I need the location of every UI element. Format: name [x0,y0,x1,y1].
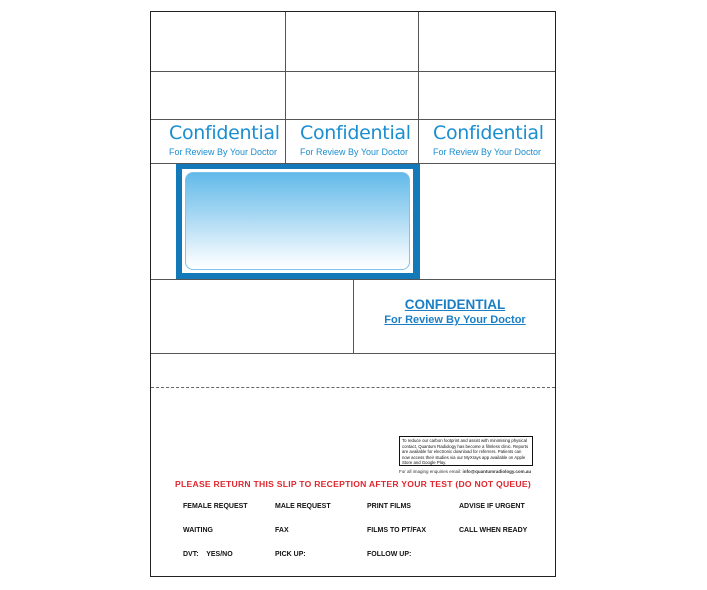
confidential-label-1 [169,122,280,162]
notice-text: To reduce our carbon footprint and assist with minimising physical contact, Quantum Radiology has become a filmless clinic. Reports are available for electronic download for referrers. Patients can now access their studies via our MyXrays app available on Apple Store and Google Play. [402,438,529,465]
confidential-subtitle: For Review By Your Doctor [169,147,278,157]
confidential-label-2 [300,122,411,162]
grid-line [151,71,555,72]
request-form-sheet [150,11,556,577]
grid-line [285,12,286,163]
confidential-title: Confidential [169,122,280,144]
option-male-request: MALE REQUEST [275,503,331,510]
tear-off-line [151,387,555,388]
grid-line [418,12,419,163]
email-address: info@quantumradiology.com.au [462,469,532,474]
option-follow-up: FOLLOW UP: [367,551,412,558]
confidential-title: Confidential [433,122,544,144]
option-films-to-pt-fax: FILMS TO PT/FAX [367,527,426,534]
enquiries-email-line [399,469,559,474]
filmless-notice-box [399,436,533,466]
envelope-window-inner [182,169,413,273]
envelope-window-glass [185,172,410,270]
envelope-confidential-subtitle: For Review By Your Doctor [384,314,526,326]
confidential-label-3 [433,122,544,162]
option-pick-up: PICK UP: [275,551,306,558]
envelope-confidential-title: CONFIDENTIAL [404,297,506,312]
option-fax: FAX [275,527,289,534]
grid-line [151,353,555,354]
option-advise-if-urgent: ADVISE IF URGENT [459,503,525,510]
option-waiting: WAITING [183,527,213,534]
confidential-title: Confidential [300,122,411,144]
return-slip-instruction: PLEASE RETURN THIS SLIP TO RECEPTION AFTER YOUR TEST (DO NOT QUEUE) [175,479,531,489]
option-female-request: FEMALE REQUEST [183,503,248,510]
option-call-when-ready: CALL WHEN READY [459,527,528,534]
option-dvt-yes-no: DVT: YES/NO [183,551,233,558]
grid-line [151,119,555,120]
envelope-window [176,164,420,279]
email-prefix: For all imaging enquiries email: [399,469,463,474]
option-print-films: PRINT FILMS [367,503,411,510]
confidential-subtitle: For Review By Your Doctor [433,147,542,157]
confidential-subtitle: For Review By Your Doctor [300,147,409,157]
